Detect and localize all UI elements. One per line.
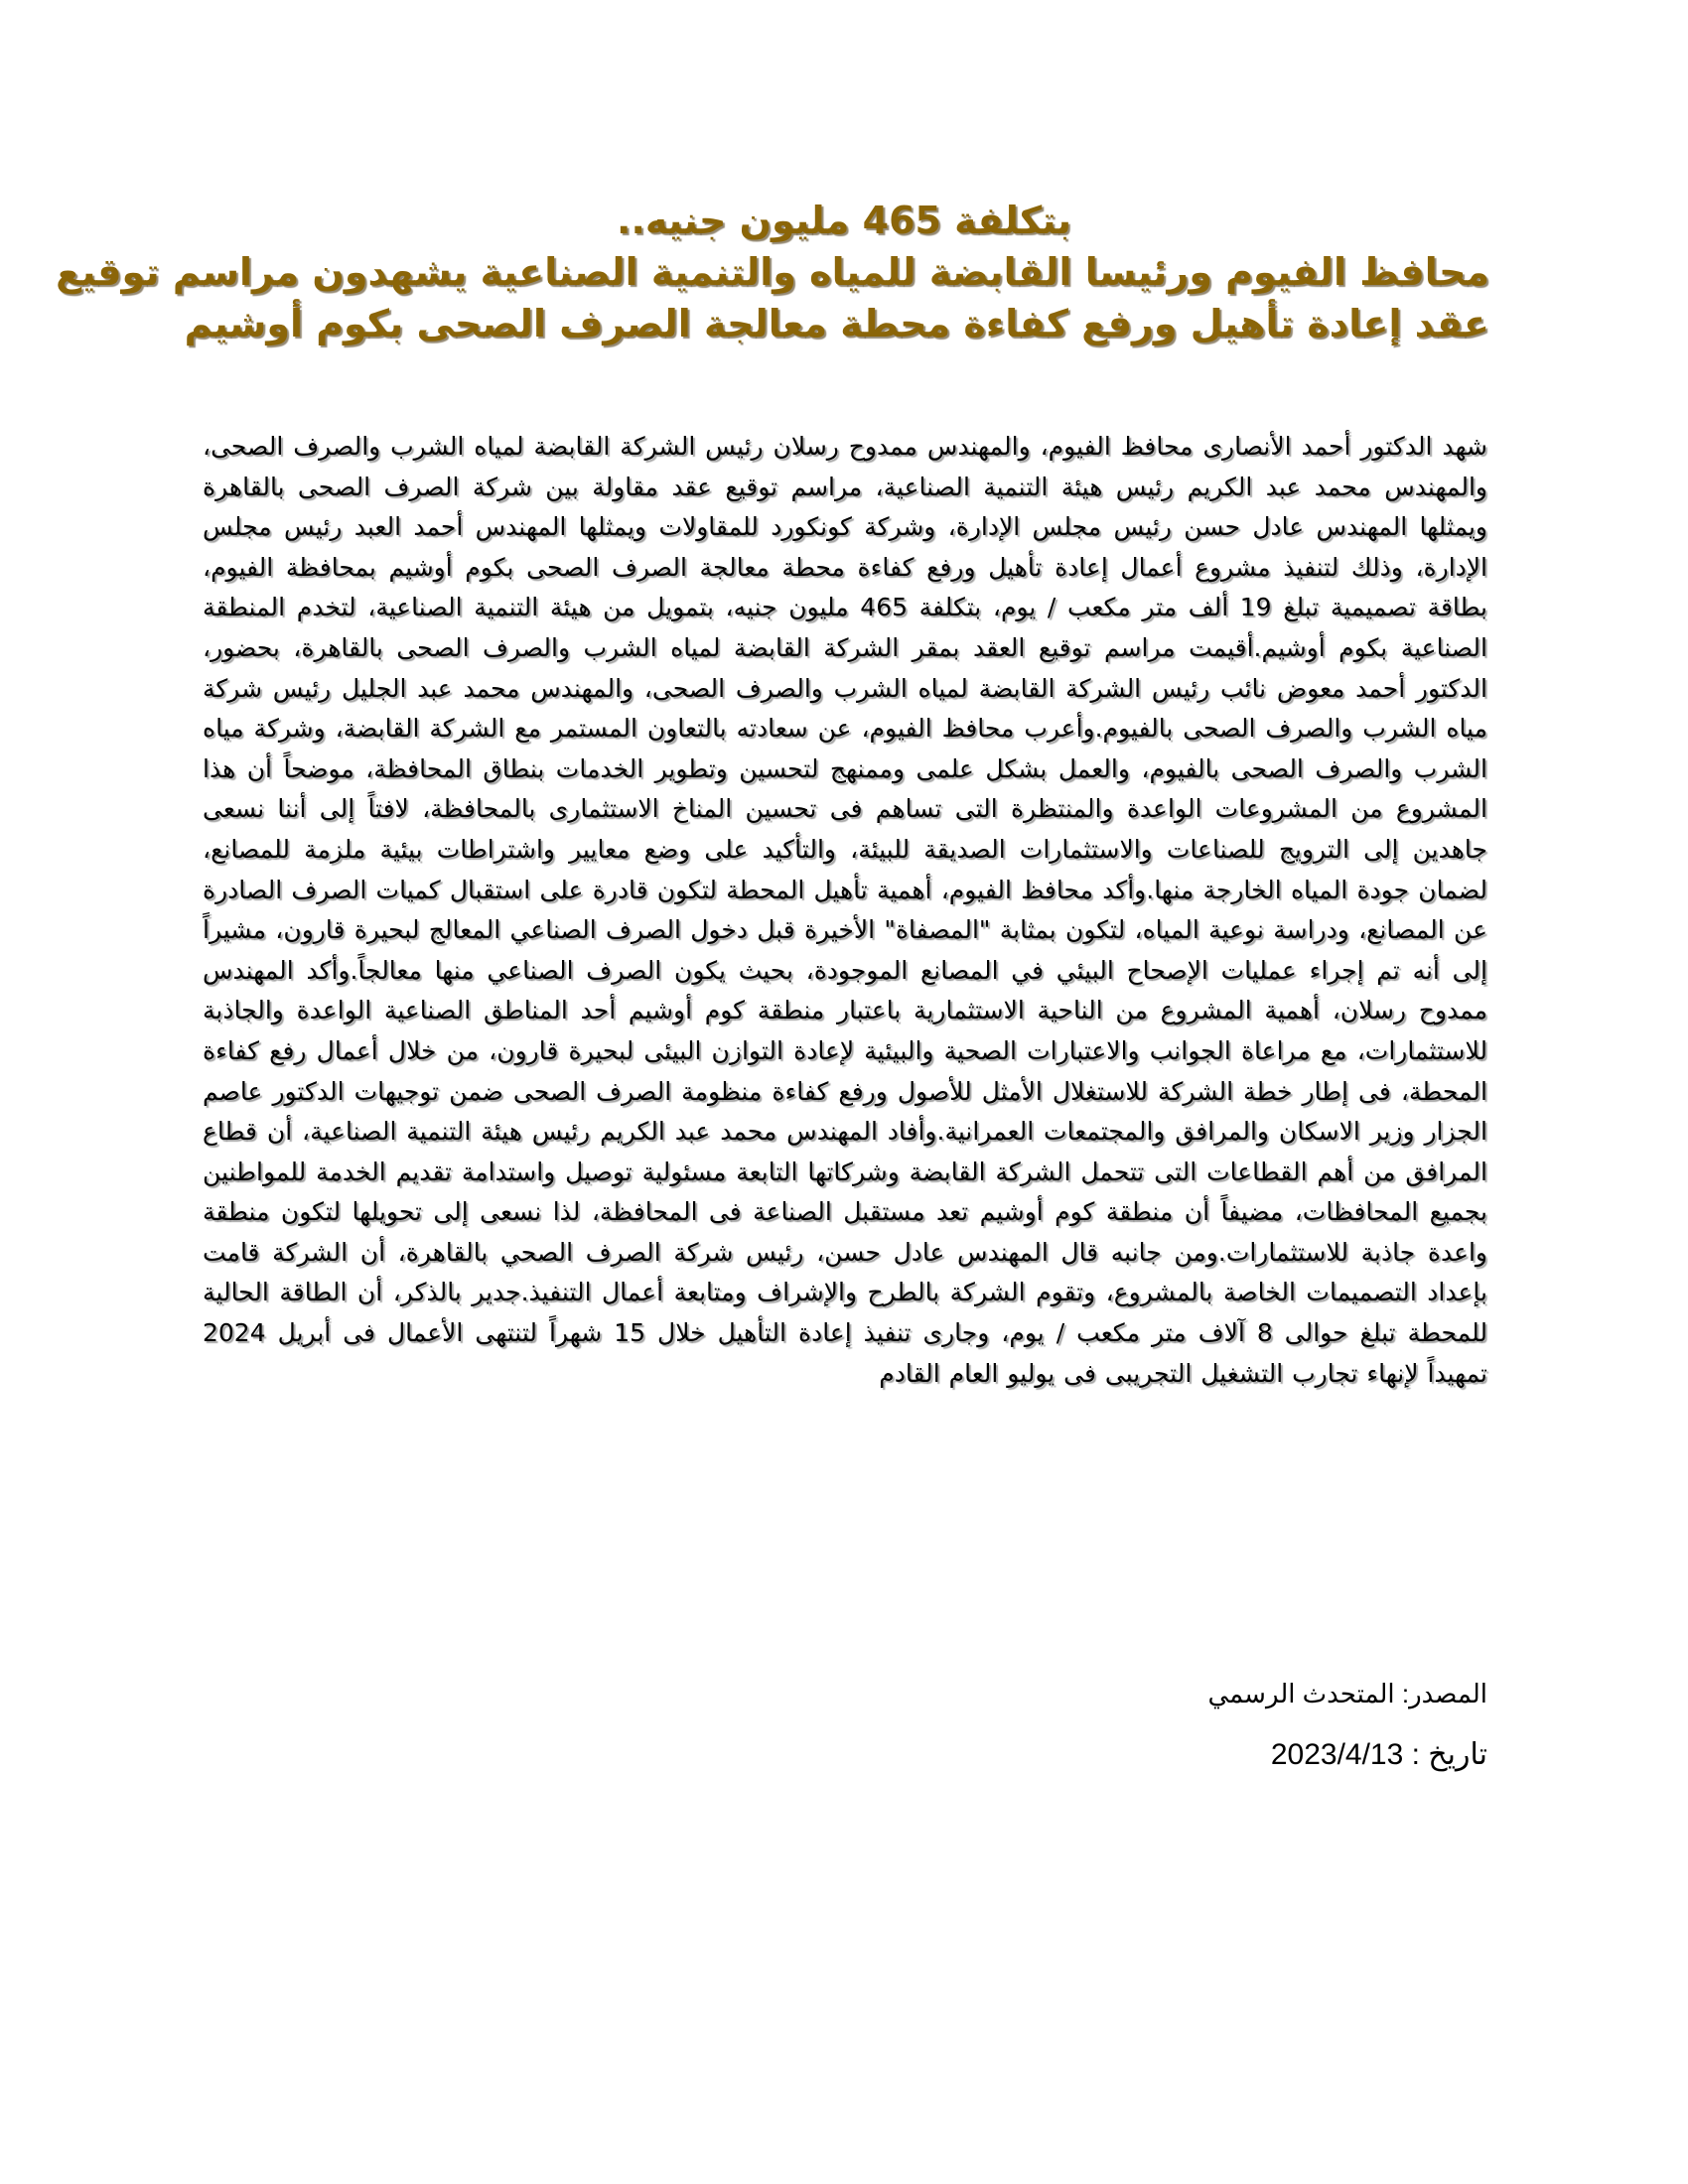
article-body: شهد الدكتور أحمد الأنصارى محافظ الفيوم، والمهندس ممدوح رسلان رئيس الشركة القابضة لمياه الشرب والصرف الصحى، والمهندس محمد عبد الكريم رئيس هيئة التنمية الصناعية، مراسم توقيع عقد مقاولة بين شركة الصرف الصحى بالقاهرة ويمثلها المهندس عادل حسن رئيس مجلس الإدارة، وشركة كونكورد للمقاولات ويمثلها المهندس أحمد العبد رئيس مجلس الإدارة، وذلك لتنفيذ مشروع أعمال إعادة تأهيل ورفع كفاءة محطة معالجة الصرف الصحى بكوم أوشيم بمحافظة الفيوم، بطاقة تصميمية تبلغ 19 ألف متر مكعب / يوم، بتكلفة 465 مليون جنيه، بتمويل من هيئة التنمية الصناعية، لتخدم المنطقة الصناعية بكوم أوشيم.أقيمت مراسم توقيع العقد بمقر الشركة القابضة لمياه الشرب والصرف الصحى بالقاهرة، بحضور، الدكتور أحمد معوض نائب رئيس الشركة القابضة لمياه الشرب والصرف الصحى، والمهندس محمد عبد الجليل رئيس شركة مياه الشرب والصرف الصحى بالفيوم.وأعرب محافظ الفيوم، عن سعادته بالتعاون المستمر مع الشركة القابضة، وشركة مياه الشرب والصرف الصحى بالفيوم، والعمل بشكل علمى وممنهج لتحسين وتطوير الخدمات بنطاق المحافظة، موضحاً أن هذا المشروع من المشروعات الواعدة والمنتظرة التى تساهم فى تحسين المناخ الاستثمارى بالمحافظة، لافتاً إلى أننا نسعى جاهدين إلى الترويج للصناعات والاستثمارات الصديقة للبيئة، والتأكيد على وضع معايير واشتراطات بيئية ملزمة للمصانع، لضمان جودة المياه الخارجة منها.وأكد محافظ الفيوم، أهمية تأهيل المحطة لتكون قادرة على استقبال كميات الصرف الصادرة عن المصانع، ودراسة نوعية المياه، لتكون بمثابة "المصفاة" الأخيرة قبل دخول الصرف الصناعي المعالج لبحيرة قارون، مشيراً إلى أنه تم إجراء عمليات الإصحاح البيئي في المصانع الموجودة، بحيث يكون الصرف الصناعي منها معالجاً.وأكد المهندس ممدوح رسلان، أهمية المشروع من الناحية الاستثمارية باعتبار منطقة كوم أوشيم أحد المناطق الصناعية الواعدة والجاذبة للاستثمارات، مع مراعاة الجوانب والاعتبارات الصحية والبيئية لإعادة التوازن البيئى لبحيرة قارون، من خلال أعمال رفع كفاءة المحطة، فى إطار خطة الشركة للاستغلال الأمثل للأصول ورفع كفاءة منظومة الصرف الصحى ضمن توجيهات الدكتور عاصم الجزار وزير الاسكان والمرافق والمجتمعات العمرانية.وأفاد المهندس محمد عبد الكريم رئيس هيئة التنمية الصناعية، أن قطاع المرافق من أهم القطاعات التى تتحمل الشركة القابضة وشركاتها التابعة مسئولية توصيل واستدامة تقديم الخدمة للمواطنين بجميع المحافظات، مضيفاً أن منطقة كوم أوشيم تعد مستقبل الصناعة فى المحافظة، لذا نسعى إلى تحويلها لتكون منطقة واعدة جاذبة للاستثمارات.ومن جانبه قال المهندس عادل حسن، رئيس شركة الصرف الصحي بالقاهرة، أن الشركة قامت بإعداد التصميمات الخاصة بالمشروع، وتقوم الشركة بالطرح والإشراف ومتابعة أعمال التنفيذ.جدير بالذكر، أن الطاقة الحالية للمحطة تبلغ حوالى 8 آلاف متر مكعب / يوم، وجارى تنفيذ إعادة التأهيل خلال 15 شهراً لتنتهى الأعمال فى أبريل 2024 تمهيداً لإنهاء تجارب التشغيل التجريبى فى يوليو العام القادم [203, 432, 1487, 1388]
headline-line-2: محافظ الفيوم ورئيسا القابضة للمياه والتنمية الصناعية يشهدون مراسم توقيع [56, 250, 1489, 294]
article-date: تاريخ : 2023/4/13 [1270, 1738, 1487, 1771]
article-headline [56, 195, 1489, 349]
headline-line-3: عقد إعادة تأهيل ورفع كفاءة محطة معالجة الصرف الصحى بكوم أوشيم [184, 302, 1489, 345]
article-source: المصدر: المتحدث الرسمي [1207, 1679, 1487, 1708]
headline-line-1: بتكلفة 465 مليون جنيه.. [617, 199, 1071, 242]
